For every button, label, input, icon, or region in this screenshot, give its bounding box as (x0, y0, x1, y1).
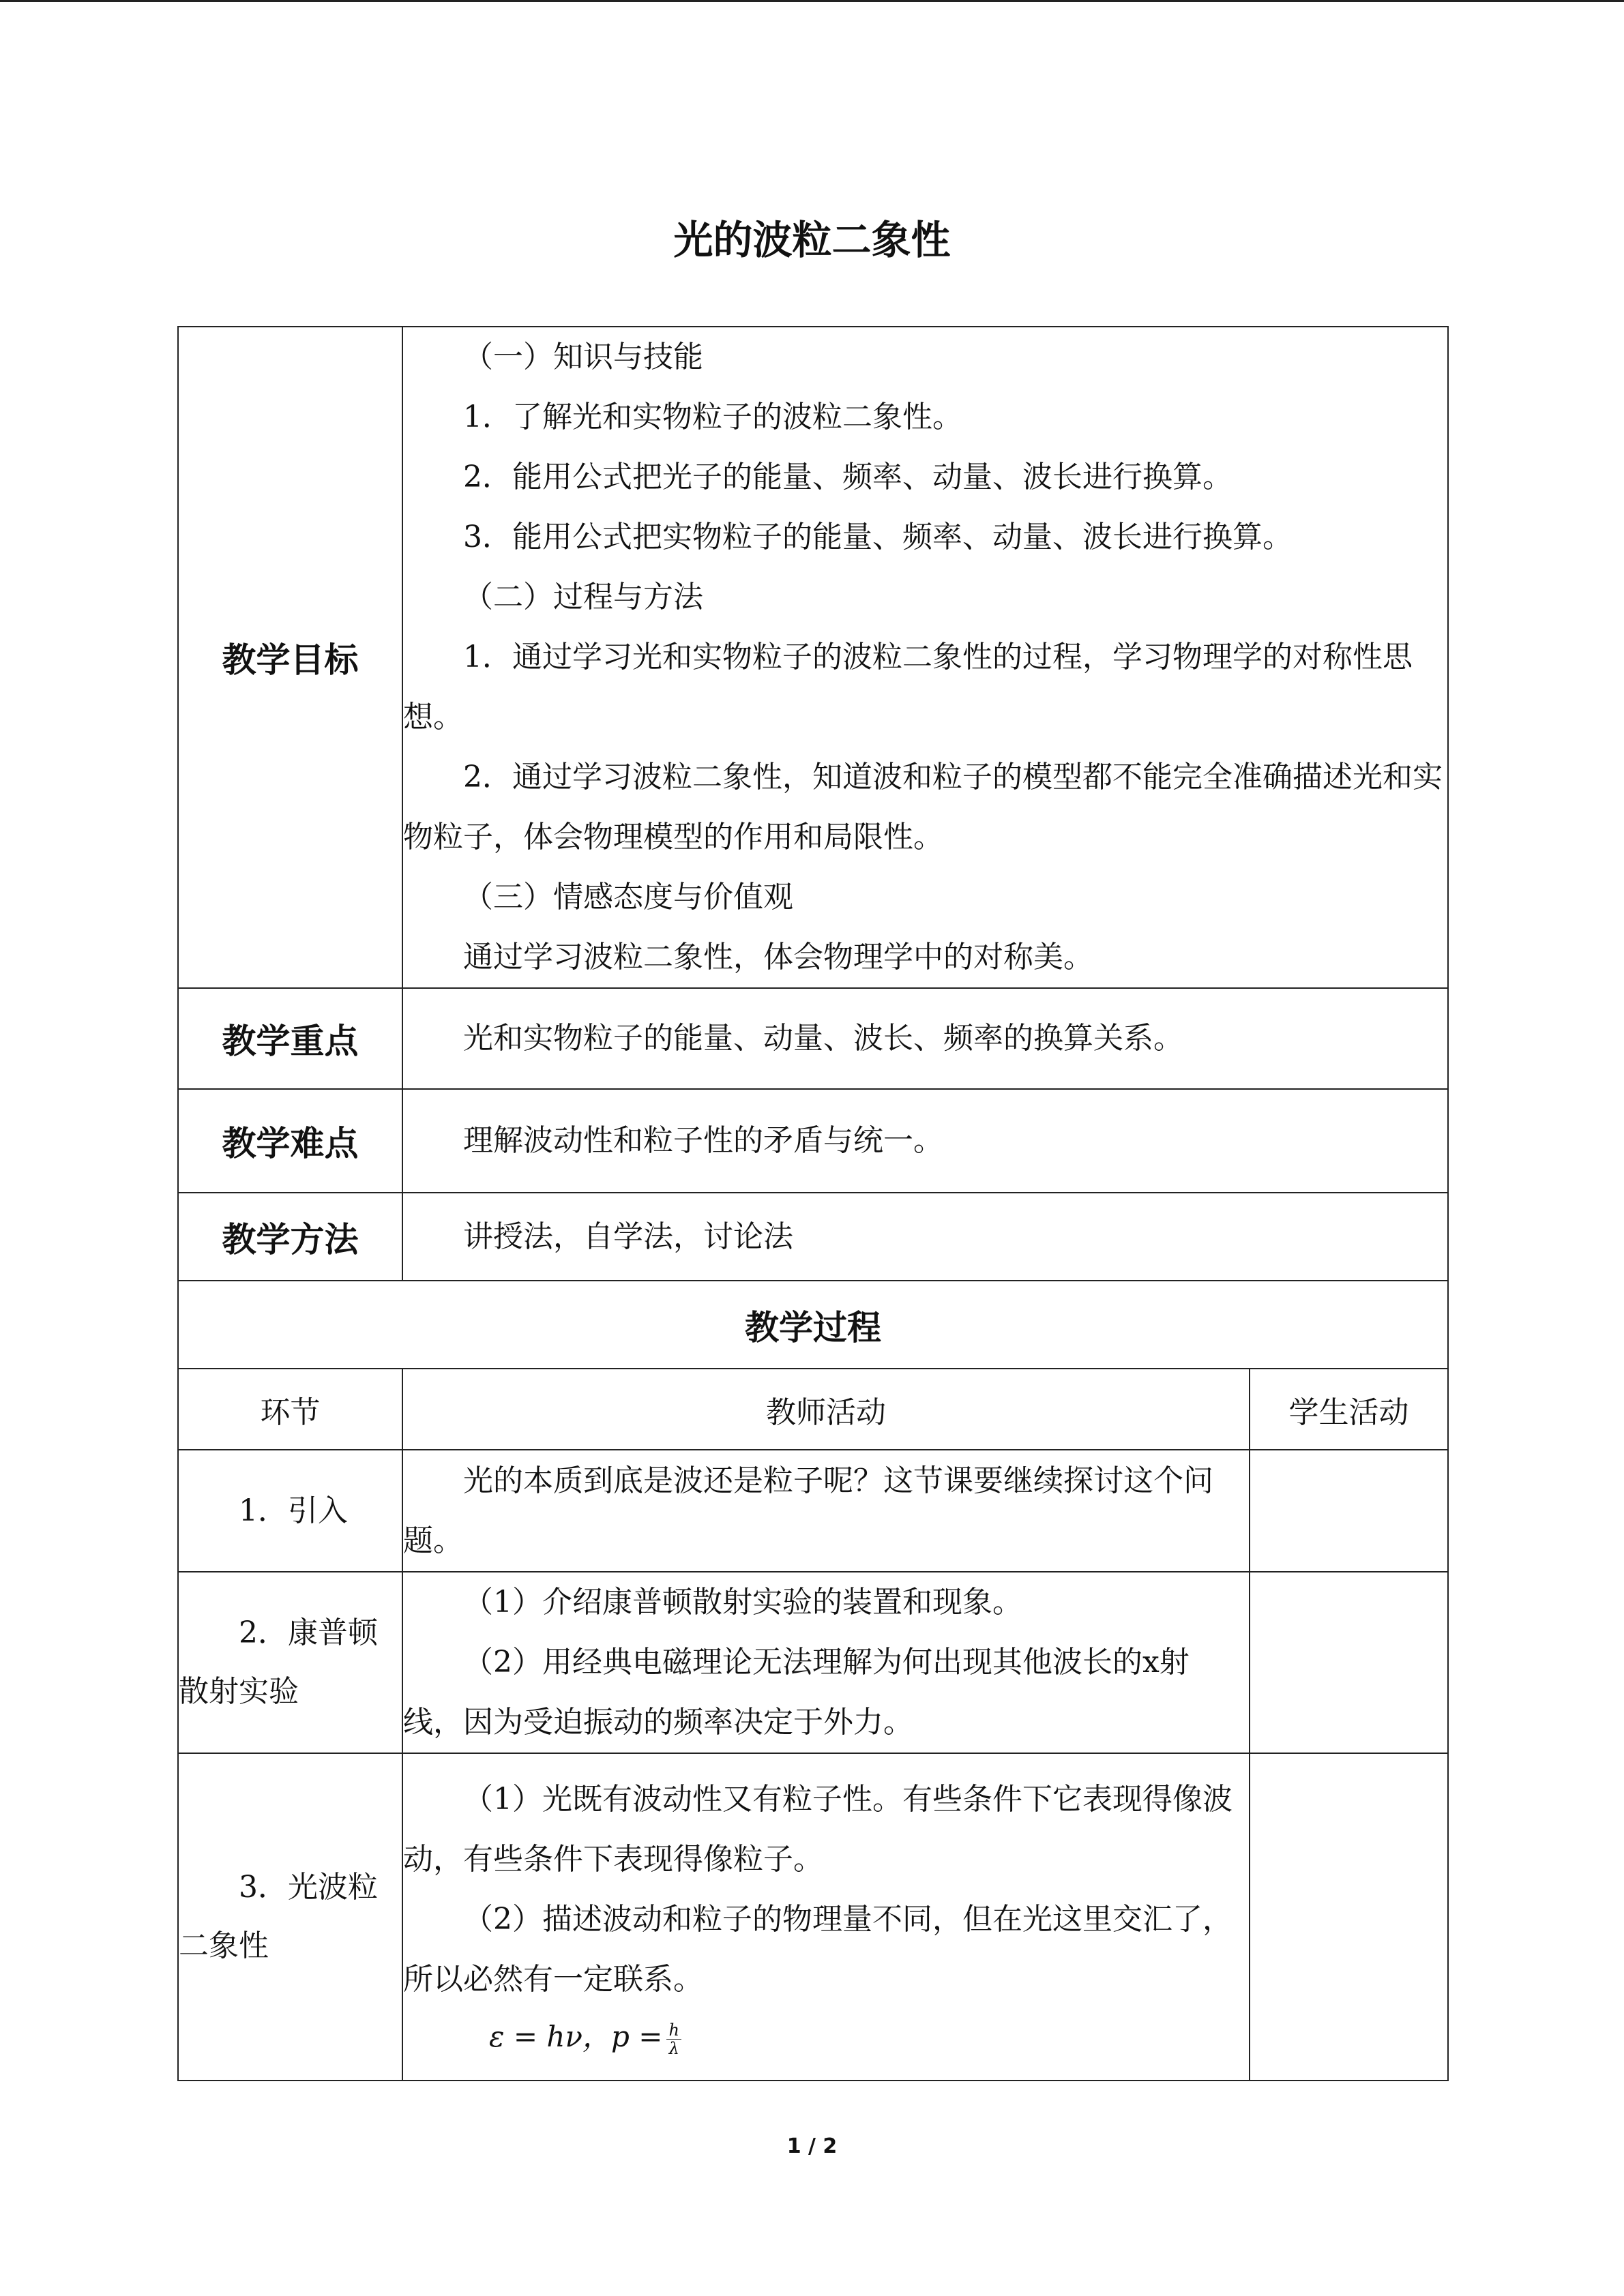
objective-line: 1．了解光和实物粒子的波粒二象性。 (463, 400, 962, 434)
step-name: 1．引入 (239, 1493, 348, 1528)
objective-line: 通过学习波粒二象性，体会物理学中的对称美。 (463, 940, 1093, 974)
key-points-row (178, 988, 1448, 1089)
page-top-border (0, 0, 1624, 2)
process-column-header-row (178, 1369, 1448, 1450)
process-heading: 教学过程 (178, 1281, 1448, 1369)
process-heading-row (178, 1281, 1448, 1369)
objective-line: 3．能用公式把实物粒子的能量、频率、动量、波长进行换算。 (463, 520, 1293, 554)
student-activity (1250, 1753, 1448, 2081)
objective-line: 2．通过学习波粒二象性，知道波和粒子的模型都不能完全准确描述光和实物粒子，体会物理模型的作用和局限性。 (403, 760, 1443, 854)
formula-main: ε = hν，p = (489, 2020, 663, 2053)
objectives-label: 教学目标 (178, 327, 402, 988)
teacher-activity: （2）描述波动和粒子的物理量不同，但在光这里交汇了，所以必然有一定联系。 (403, 1902, 1232, 1997)
formula (403, 2010, 1249, 2064)
formula-numerator: h (666, 2021, 681, 2040)
formula-fraction (666, 2021, 681, 2057)
page-number: 1 / 2 (786, 2134, 838, 2158)
methods-label: 教学方法 (178, 1193, 402, 1281)
page-title: 光的波粒二象性 (673, 217, 951, 263)
student-activity (1250, 1572, 1448, 1753)
step-name: 3．光波粒二象性 (179, 1870, 378, 1963)
teacher-activity: （1）光既有波动性又有粒子性。有些条件下它表现得像波动，有些条件下表现得像粒子。 (403, 1782, 1232, 1877)
methods-row (178, 1193, 1448, 1281)
column-header-student: 学生活动 (1250, 1369, 1448, 1450)
formula-denominator: λ (668, 2038, 679, 2058)
difficulties-row (178, 1089, 1448, 1193)
table-row (178, 1450, 1448, 1572)
objective-line: 2．能用公式把光子的能量、频率、动量、波长进行换算。 (463, 460, 1232, 494)
difficulties-text: 理解波动性和粒子性的矛盾与统一。 (463, 1123, 943, 1158)
key-points-text: 光和实物粒子的能量、动量、波长、频率的换算关系。 (463, 1021, 1183, 1056)
table-row (178, 1572, 1448, 1753)
table-row (178, 1753, 1448, 2081)
objectives-content (402, 327, 1448, 988)
column-header-teacher: 教师活动 (402, 1369, 1250, 1450)
objective-line: 1．通过学习光和实物粒子的波粒二象性的过程，学习物理学的对称性思想。 (403, 640, 1413, 734)
step-name: 2．康普顿散射实验 (179, 1615, 378, 1709)
column-header-step: 环节 (178, 1369, 402, 1450)
teacher-activity: 光的本质到底是波还是粒子呢？这节课要继续探讨这个问题。 (403, 1463, 1213, 1558)
methods-text: 讲授法，自学法，讨论法 (463, 1219, 793, 1254)
student-activity (1250, 1450, 1448, 1572)
objective-line: （二）过程与方法 (463, 580, 703, 614)
difficulties-label: 教学难点 (178, 1089, 402, 1193)
objectives-row (178, 327, 1448, 988)
key-points-label: 教学重点 (178, 988, 402, 1089)
teacher-activity: （2）用经典电磁理论无法理解为何出现其他波长的x射线，因为受迫振动的频率决定于外力。 (403, 1645, 1190, 1740)
objective-line: （三）情感态度与价值观 (463, 880, 793, 914)
objective-line: （一）知识与技能 (463, 340, 703, 374)
teacher-activity: （1）介绍康普顿散射实验的装置和现象。 (463, 1585, 1022, 1620)
lesson-plan-table (177, 326, 1449, 2081)
